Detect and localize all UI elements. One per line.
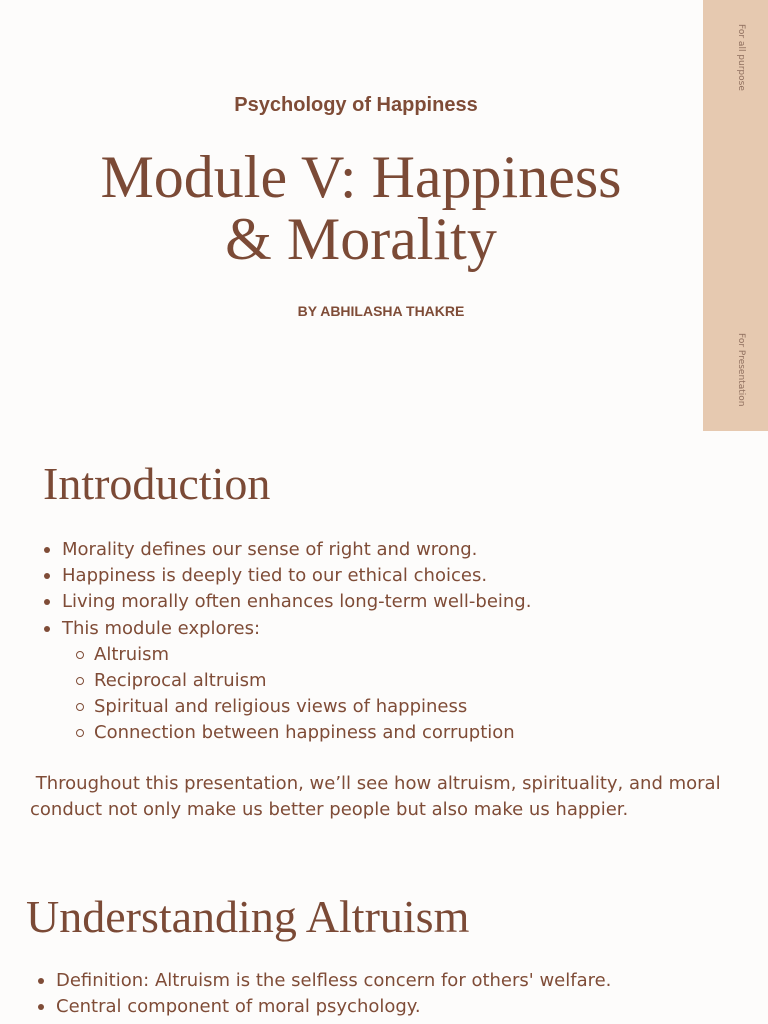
sub-list-item: Reciprocal altruism (44, 668, 531, 694)
list-item: Living morally often enhances long-term well-being. (44, 589, 531, 615)
paragraph-line1: Throughout this presentation, we’ll see how altruism, spirituality, and moral (30, 773, 721, 794)
paragraph-line2: conduct not only make us better people but also make us happier. (30, 799, 629, 820)
altruism-heading: Understanding Altruism (26, 891, 470, 942)
sidebar-label-top: For all purpose (736, 24, 746, 91)
introduction-paragraph (30, 771, 745, 823)
altruism-list (38, 968, 611, 1020)
bullet-icon (38, 978, 44, 984)
list-item: Central component of moral psychology. (38, 994, 611, 1020)
list-item: Happiness is deeply tied to our ethical choices. (44, 563, 531, 589)
sub-list-item: Spiritual and religious views of happiness (44, 694, 531, 720)
hollow-bullet-icon (76, 677, 84, 685)
module-title (30, 146, 692, 270)
introduction-heading: Introduction (43, 458, 271, 509)
list-item: This module explores: (44, 616, 531, 642)
hollow-bullet-icon (76, 651, 84, 659)
sidebar-label-bottom: For Presentation (736, 333, 746, 407)
list-item: Morality defines our sense of right and wrong. (44, 537, 531, 563)
module-title-line2: & Morality (225, 206, 497, 272)
bullet-icon (44, 626, 50, 632)
course-subtitle: Psychology of Happiness (234, 94, 478, 116)
sub-list-item: Altruism (44, 642, 531, 668)
bullet-icon (44, 547, 50, 553)
sub-list-item: Connection between happiness and corruption (44, 720, 531, 746)
introduction-list (44, 537, 531, 747)
author-byline: BY ABHILASHA THAKRE (297, 303, 465, 319)
module-title-line1: Module V: Happiness (100, 144, 622, 210)
list-item: Definition: Altruism is the selfless concern for others' welfare. (38, 968, 611, 994)
